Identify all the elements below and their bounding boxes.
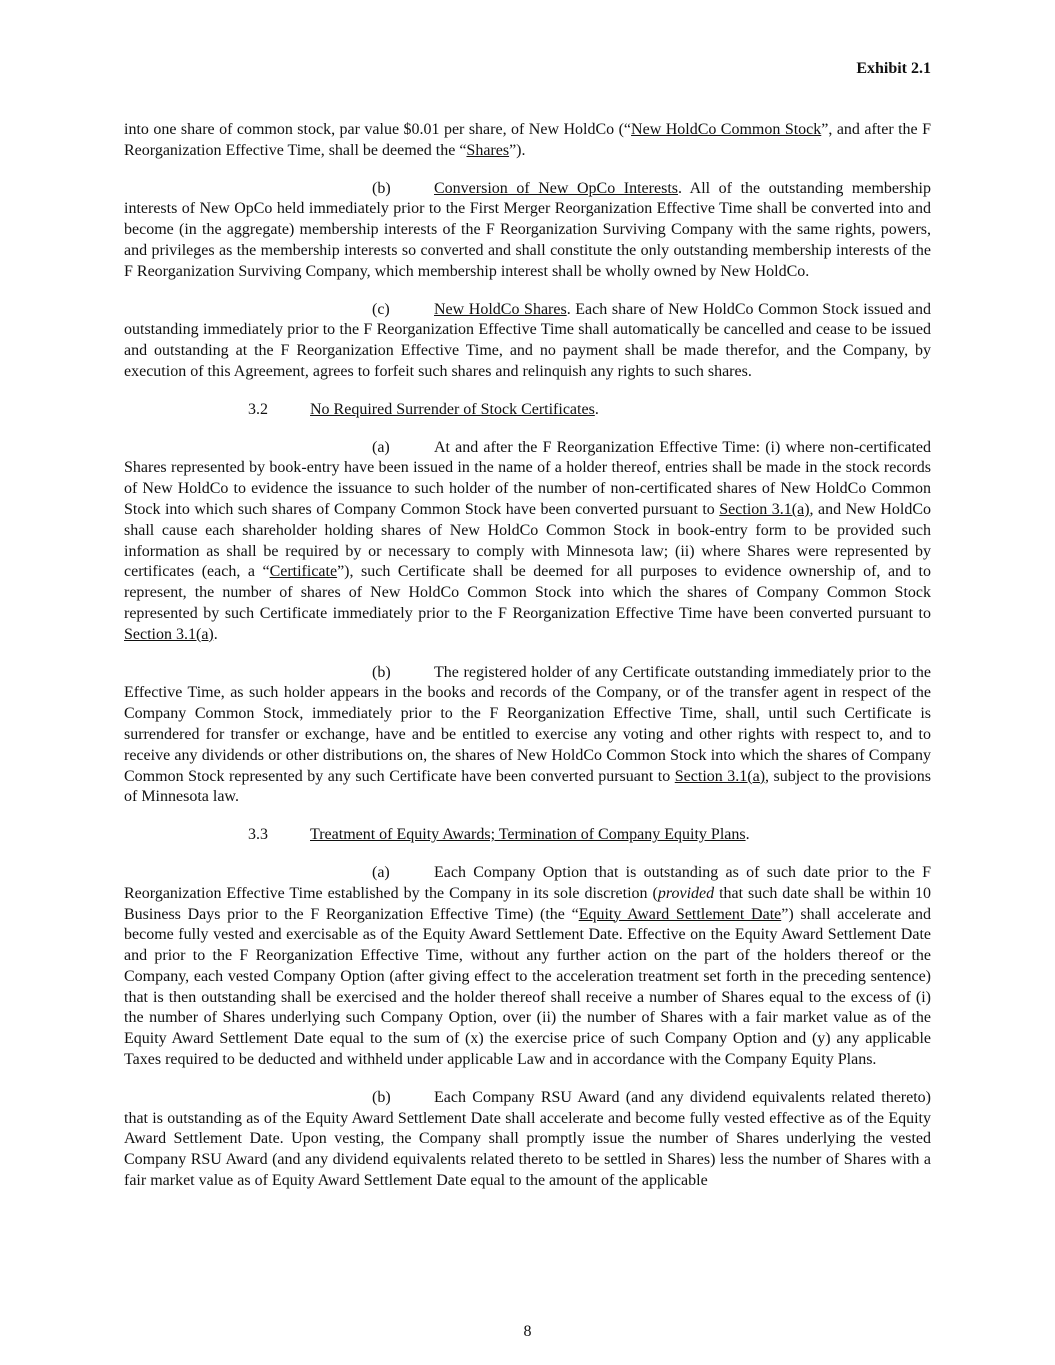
defined-term: Equity Award Settlement Date xyxy=(578,905,782,923)
text-run: ”), such Certificate shall be deemed for all purposes to evidence ownership of, and to represent, the number of shares of New HoldCo Common Stock into which the shares of Company Common Stock represented by such Certificate immediately prior to the F Reorganization Effective Time have been converted pursuant to xyxy=(124,563,931,622)
text-run: At and after the F Reorganization Effective Time: (i) where non-certificated Shares represented by book-entry have been issued in the name of a holder thereof, entries shall be made in the stock records of New HoldCo to evidence the issuance to such holder of the number of non-certificated shares of New HoldCo Common Stock into which such shares of Company Common Stock have been converted pursuant to xyxy=(124,438,931,518)
document-body xyxy=(124,120,931,1209)
section-3-2-heading xyxy=(124,400,931,421)
paragraph-c-shares xyxy=(124,300,931,383)
clause-heading: Conversion of New OpCo Interests xyxy=(434,179,678,197)
clause-label: (c) xyxy=(372,300,390,318)
clause-heading: New HoldCo Shares xyxy=(434,300,567,318)
clause-label: (b) xyxy=(372,1088,391,1106)
paragraph-3-3-b xyxy=(124,1088,931,1192)
text-run: that such date shall be within 10 Business Days prior to the F Reorganization Effective Time) (the “ xyxy=(124,884,931,923)
defined-term: Certificate xyxy=(269,563,338,581)
section-3-3-heading xyxy=(124,825,931,846)
text-run: . xyxy=(745,826,750,844)
clause-text: . Each share of New HoldCo Common Stock issued and outstanding immediately prior to the F Reorganization Effective Time shall automatically be cancelled and cease to be issued and outstanding at the F Reorganization Effective Time, and no payment shall be made therefor, and the Company, by execution of this Agreement, agrees to forfeit such shares and relinquish any rights to such shares. xyxy=(124,300,931,380)
text-run: into one share of common stock, par value $0.01 per share, of New HoldCo (“ xyxy=(124,121,632,138)
cross-reference: Section 3.1(a) xyxy=(719,500,810,518)
text-run: Each Company RSU Award (and any dividend equivalents related thereto) that is outstanding as of the Equity Award Settlement Date shall accelerate and become fully vested effective as of the Equity Award Settlement Date. Upon vesting, the Company shall promptly issue the number of Shares underlying the vested Company RSU Award (and any dividend equivalents related thereto to be settled in Shares) less the number of Shares with a fair market value as of Equity Award Settlement Date equal to the amount of the applicable xyxy=(124,1088,931,1190)
section-number: 3.3 xyxy=(248,826,268,844)
paragraph-3-2-a xyxy=(124,438,931,646)
emphasis: provided xyxy=(657,884,715,902)
clause-label: (b) xyxy=(372,663,391,681)
text-run: , and New HoldCo shall cause each shareholder holding shares of New HoldCo Common Stock in book-entry form to be provided such information as shall be required by or necessary to comply with Minnesota law; (ii) where Shares were represented by certificates (each, a “ xyxy=(124,500,932,581)
text-run: . xyxy=(213,625,218,643)
paragraph-3-2-b xyxy=(124,663,931,809)
text-run: The registered holder of any Certificate outstanding immediately prior to the Effective Time, as such holder appears in the books and records of the Company, or of the transfer agent in respect of the Company Common Stock, immediately prior to the F Reorganization Effective Time, shall, until such Certificate is surrendered for transfer or exchange, have and be entitled to exercise any voting and other rights with respect to, and to receive any dividends or other distributions on, the shares of New HoldCo Common Stock into which the shares of Company Common Stock represented by any such Certificate have been converted pursuant to xyxy=(124,663,931,785)
clause-label: (a) xyxy=(372,438,390,456)
clause-label: (b) xyxy=(372,179,391,197)
text-run: ”) shall accelerate and become fully vested and exercisable as of the Equity Award Settlement Date. Effective on the Equity Award Settlement Date and prior to the F Reorganization Effective Time, without any further action on the part of the holders thereof or the Company, each vested Company Option (after giving effect to the acceleration treatment set forth in the preceding sentence) that is then outstanding shall be exercised and the holder thereof shall receive a number of Shares equal to the excess of (i) the number of Shares underlying such Company Option, over (ii) the number of Shares with a fair market value as of the Equity Award Settlement Date equal to the sum of (x) the exercise price of such Company Option and (y) any applicable Taxes required to be deducted and withheld under applicable Law and in accordance with the Company Equity Plans. xyxy=(124,905,932,1069)
clause-label: (a) xyxy=(372,863,390,881)
text-run: ”, and after the F Reorganization Effective Time, shall be deemed the “ xyxy=(124,121,932,159)
text-run: Each Company Option that is outstanding as of such date prior to the F Reorganization Effective Time established by the Company in its sole discretion ( xyxy=(124,863,931,902)
paragraph-3-3-a xyxy=(124,863,931,1071)
section-number: 3.2 xyxy=(248,400,268,418)
exhibit-label: Exhibit 2.1 xyxy=(856,60,931,77)
cross-reference: Section 3.1(a) xyxy=(674,767,766,785)
text-run: ”). xyxy=(509,141,526,159)
paragraph-b-conversion xyxy=(124,179,931,283)
cross-reference: Section 3.1(a) xyxy=(124,625,214,643)
paragraph-continuation xyxy=(124,120,931,162)
clause-text: . All of the outstanding membership interests of New OpCo held immediately prior to the First Merger Reorganization Effective Time shall be converted into and become (in the aggregate) membership interests of the F Reorganization Surviving Company with the same rights, powers, and privileges as the membership interests so converted and shall constitute the only outstanding membership interests of the F Reorganization Surviving Company, which membership interest shall be wholly owned by New HoldCo. xyxy=(124,179,931,280)
section-title: No Required Surrender of Stock Certificates xyxy=(310,400,595,418)
section-title: Treatment of Equity Awards; Termination of Company Equity Plans xyxy=(310,826,746,844)
page-number: 8 xyxy=(523,1323,532,1340)
text-run: . xyxy=(594,400,599,418)
defined-term: New HoldCo Common Stock xyxy=(631,121,822,138)
text-run: , subject to the provisions of Minnesota law. xyxy=(124,767,932,806)
defined-term: Shares xyxy=(466,141,510,159)
